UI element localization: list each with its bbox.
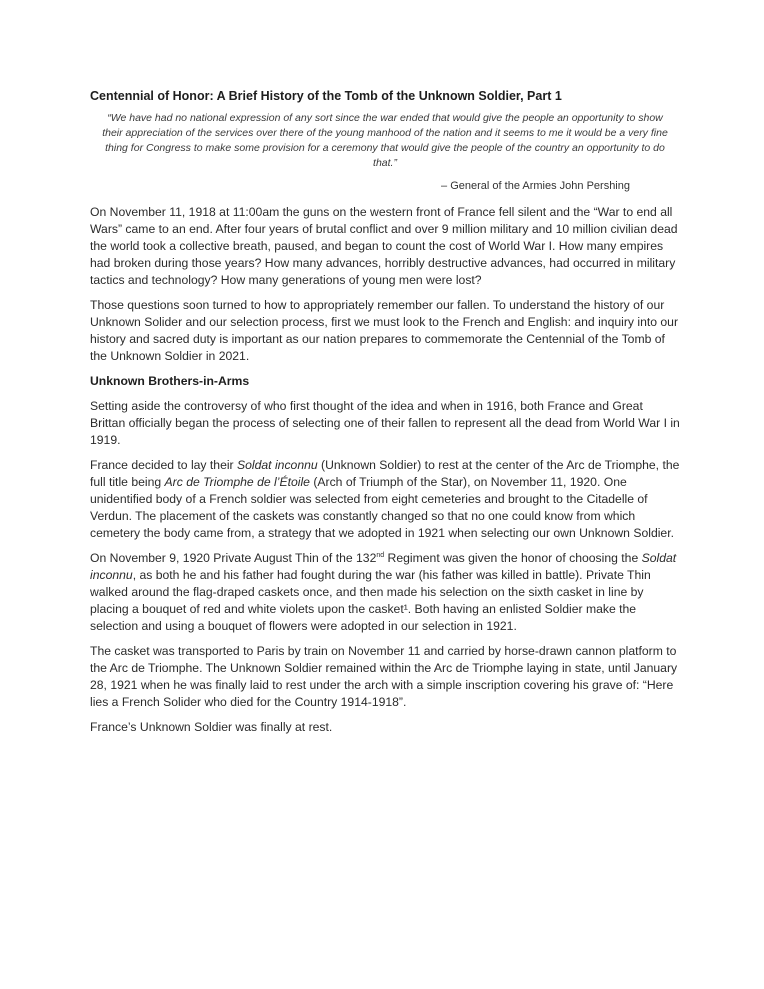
pershing-quote: “We have had no national expression of any sort since the war ended that would give the people an opportunity to show their appreciation of the services over there of the young manhood of the nation and it seems to me it would be a very fine thing for Congress to make some provision for a ceremony that would give the people of the country an opportunity to do that.” xyxy=(102,112,668,169)
p4-italic-soldat: Soldat inconnu xyxy=(237,458,318,472)
p4-italic-arc: Arc de Triomphe de l’Étoile xyxy=(164,475,310,489)
p5-italic-soldat: Soldat inconnu xyxy=(90,551,677,582)
paragraph-private-thin xyxy=(90,550,680,635)
p4-text-2: (Unknown Soldier) to rest at the center of the Arc de Triomphe, the full title being xyxy=(90,458,680,489)
document-page xyxy=(90,88,680,744)
paragraph-france-arc xyxy=(90,457,680,542)
p5-superscript: nd xyxy=(376,551,385,559)
document-title: Centennial of Honor: A Brief History of the Tomb of the Unknown Soldier, Part 1 xyxy=(90,89,562,103)
quote-attribution: – General of the Armies John Pershing xyxy=(441,180,630,192)
p4-text-1: France decided to lay their xyxy=(90,458,238,472)
paragraph-at-rest: France’s Unknown Soldier was finally at rest. xyxy=(90,720,333,734)
paragraph-paris-transport: The casket was transported to Paris by train on November 11 and carried by horse-drawn cannon platform to the Arc de Triomphe. The Unknown Soldier remained within the Arc de Triomphe laying in state, until January 28, 1921 when he was finally laid to rest under the arch with a simple inscription covering his grave of: “Here lies a French Solider who died for the Country 1914-1918”. xyxy=(90,644,678,709)
paragraph-selection-process: Setting aside the controversy of who first thought of the idea and when in 1916, both France and Great Brittan officially began the process of selecting one of their fallen to represent all the dead from World War I in 1919. xyxy=(90,399,680,447)
p5-text-2: Regiment was given the honor of choosing the xyxy=(384,551,642,565)
paragraph-remembrance: Those questions soon turned to how to appropriately remember our fallen. To understand the history of our Unknown Solider and our selection process, first we must look to the French and English: and inquiry into our history and sacred duty is important as our nation prepares to commemorate the Centennial of the Tomb of the Unknown Soldier in 2021. xyxy=(90,298,679,363)
p4-text-3: (Arch of Triumph of the Star), on November 11, 1920. One unidentified body of a French soldier was selected from eight cemeteries and brought to the Citadelle of Verdun. The placement of the caskets was constantly changed so that no one could know from which cemetery the body came from, a strategy that we adopted in 1921 when selecting our own Unknown Soldier. xyxy=(90,475,674,540)
paragraph-armistice: On November 11, 1918 at 11:00am the guns on the western front of France fell silent and the “War to end all Wars” came to an end. After four years of brutal conflict and over 9 million military and 10 million civilian dead the world took a collective breath, paused, and began to count the cost of World War I. How many empires had broken during those years? How many advances, horribly destructive advances, had occurred in military tactics and technology? How many generations of young men were lost? xyxy=(90,205,678,287)
p5-text-3: , as both he and his father had fought during the war (his father was killed in battle). Private Thin walked around the flag-draped caskets once, and then made his selection on the sixth casket in line by placing a bouquet of red and white violets upon the casket¹. Both having an enlisted Soldier make the selection and using a bouquet of flowers were adopted in our selection in 1921. xyxy=(90,568,651,633)
section-heading: Unknown Brothers-in-Arms xyxy=(90,374,250,388)
p5-text-1: On November 9, 1920 Private August Thin of the 132 xyxy=(90,551,377,565)
